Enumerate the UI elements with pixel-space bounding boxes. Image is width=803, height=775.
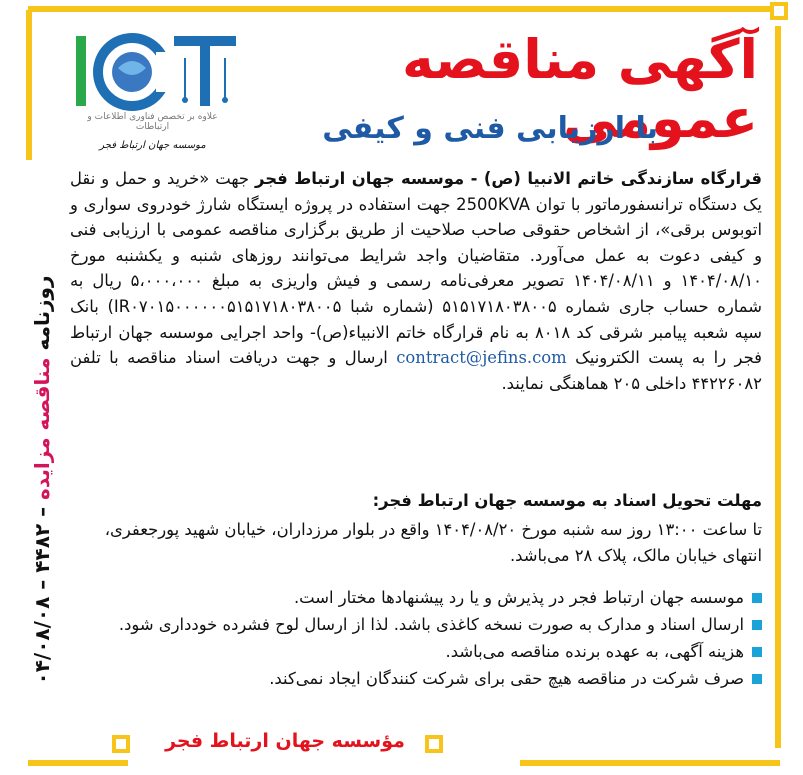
deadline-heading: مهلت تحویل اسناد به موسسه جهان ارتباط فجر: xyxy=(372,491,762,510)
ad-body xyxy=(70,166,762,396)
square-bullet-icon xyxy=(752,647,762,657)
note-item xyxy=(70,611,762,638)
square-bullet-icon xyxy=(752,593,762,603)
note-text: ارسال اسناد و مدارک به صورت نسخه کاغذی باشد. لذا از ارسال لوح فشرده خودداری شود. xyxy=(118,615,744,634)
note-item xyxy=(70,638,762,665)
square-bullet-icon xyxy=(752,620,762,630)
logo-subtitle: علاوه بر تخصص فناوری اطلاعات و ارتباطات xyxy=(87,112,218,132)
notes-list xyxy=(70,584,762,692)
issue-date: ۰۴/۰۸/۰۸ xyxy=(30,596,54,685)
body-main: جهت «خرید و حمل و نقل یک دستگاه ترانسفورماتور با توان 2500KVA جهت استفاده در پروژه ایستگاه شارژ خودروی سواری و اتوبوس برقی»، از اشخاص حقوقی صاحب صلاحیت از طریق برگزاری مناقصه عمومی با ارزیابی فنی و کیفی دعوت به عمل می‌آورد. متقاضیان واجد شرایط می‌توانند روزهای شنبه و یکشنبه مورخ ۱۴۰۴/۰۸/۱۰ و ۱۴۰۴/۰۸/۱۱ تصویر معرفی‌نامه رسمی و فیش واریزی به مبلغ ۵،۰۰۰،۰۰۰ ریال به شماره حساب جاری شماره ۵۱۵۱۷۱۸۰۳۸۰۰۵ (شماره شبا IR۰۷۰۱۵۰۰۰۰۰۰۵۱۵۱۷۱۸۰۳۸۰۰۵) بانک سپه شعبه پیامبر شرقی کد ۸۰۱۸ به نام قرارگاه خاتم الانبیاء(ص)- واحد اجرایی موسسه جهان ارتباط فجر را به پست الکترونیک xyxy=(70,169,763,368)
frame-corner-bottom-mid xyxy=(425,735,443,753)
newspaper-side-label: روزنامه مناقصه مزايده – ۴۴۸۲ – ۰۴/۰۸/۰۸ xyxy=(30,275,54,685)
ict-logo xyxy=(70,28,245,158)
note-text: هزینه آگهی، به عهده برنده مناقصه می‌باشد. xyxy=(445,642,744,661)
note-item xyxy=(70,665,762,692)
paper-brand: مناقصه مزايده xyxy=(30,357,54,500)
body-lead: قرارگاه سازندگی خاتم الانبیا (ص) - موسسه جهان ارتباط فجر xyxy=(255,169,762,188)
paper-name: روزنامه xyxy=(30,275,54,351)
ad-subtitle: با ارزیابی فنی و کیفی xyxy=(322,111,658,146)
note-item xyxy=(70,584,762,611)
frame-bottom-border-left xyxy=(28,760,128,766)
frame-right-border xyxy=(775,26,781,748)
frame-bottom-border-right xyxy=(520,760,780,766)
ad-title: آگهی مناقصه عمومی xyxy=(401,28,758,151)
frame-corner-bottom-left xyxy=(112,735,130,753)
contact-email[interactable]: contract@jefins.com xyxy=(396,348,567,368)
deadline-text: تا ساعت ۱۳:۰۰ روز سه شنبه مورخ ۱۴۰۴/۰۸/۲۰ واقع در بلوار مرزداران، خیابان شهید پورجعفری، انتهای خیابان مالک، پلاک ۲۸ می‌باشد. xyxy=(104,520,762,565)
footer-org: مؤسسه جهان ارتباط فجر xyxy=(165,730,405,752)
frame-top-border xyxy=(28,6,780,12)
issue-number: ۴۴۸۲ xyxy=(30,523,54,573)
frame-left-border xyxy=(26,10,32,160)
square-bullet-icon xyxy=(752,674,762,684)
frame-corner-top-right xyxy=(770,2,788,20)
body-end: ارسال و جهت دریافت اسناد مناقصه با تلفن ۴۴۲۲۶۰۸۲ داخلی ۲۰۵ هماهنگی نمایند. xyxy=(70,348,762,393)
note-text: موسسه جهان ارتباط فجر در پذیرش و یا رد پیشنهادها مختار است. xyxy=(293,588,744,607)
logo-org-name: موسسه جهان ارتباط فجر xyxy=(99,140,206,151)
note-text: صرف شرکت در مناقصه هیچ حقی برای شرکت کنندگان ایجاد نمی‌کند. xyxy=(269,669,744,688)
